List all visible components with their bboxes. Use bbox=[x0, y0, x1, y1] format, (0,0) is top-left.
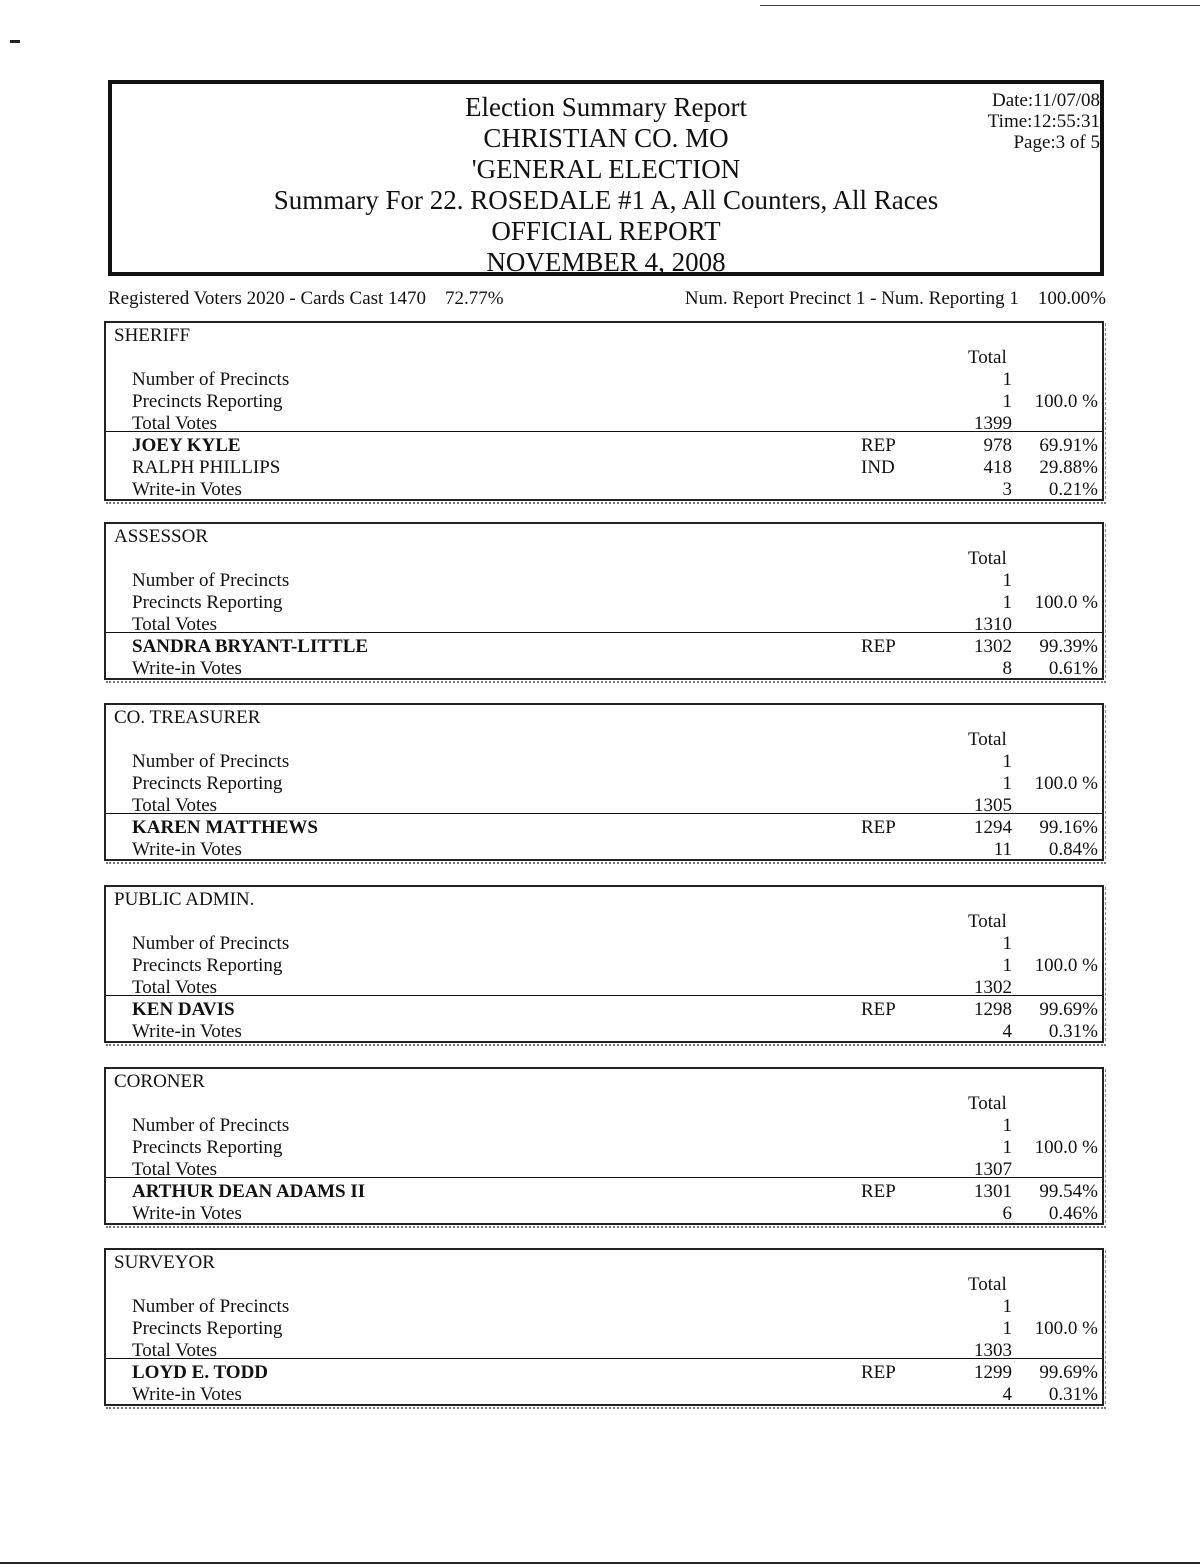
row-label: Number of Precincts bbox=[132, 933, 290, 954]
election-date: NOVEMBER 4, 2008 bbox=[486, 247, 726, 277]
row-label: Precincts Reporting bbox=[132, 1137, 283, 1158]
candidate-row bbox=[106, 1021, 1102, 1043]
vote-count: 1 bbox=[1002, 1296, 1012, 1317]
scan-edge-noise bbox=[1105, 1250, 1112, 1404]
scan-edge-noise bbox=[1105, 887, 1112, 1041]
race-block bbox=[104, 885, 1104, 1043]
scan-bottom-edge bbox=[0, 1562, 1200, 1564]
vote-count: 1299 bbox=[974, 1362, 1012, 1383]
race-block bbox=[104, 1248, 1104, 1406]
vote-percent: 100.0 % bbox=[1034, 592, 1098, 613]
row-label: JOEY KYLE bbox=[132, 435, 241, 456]
number-of-precincts-row bbox=[106, 369, 1102, 391]
total-column-header: Total bbox=[968, 548, 1007, 569]
row-label: Write-in Votes bbox=[132, 1203, 242, 1224]
total-column-header: Total bbox=[968, 1274, 1007, 1295]
row-label: Number of Precincts bbox=[132, 570, 290, 591]
party-code: REP bbox=[861, 435, 896, 456]
row-label: KEN DAVIS bbox=[132, 999, 235, 1020]
row-label: Precincts Reporting bbox=[132, 955, 283, 976]
vote-count: 1310 bbox=[974, 614, 1012, 635]
candidate-separator bbox=[106, 632, 1102, 633]
report-type: OFFICIAL REPORT bbox=[491, 216, 721, 246]
row-label: SANDRA BRYANT-LITTLE bbox=[132, 636, 369, 657]
vote-percent: 100.0 % bbox=[1034, 955, 1098, 976]
row-label: Precincts Reporting bbox=[132, 773, 283, 794]
vote-count: 11 bbox=[993, 839, 1012, 860]
vote-percent: 100.0 % bbox=[1034, 773, 1098, 794]
vote-count: 4 bbox=[1002, 1384, 1012, 1405]
precinct-reporting-summary: Num. Report Precinct 1 - Num. Reporting 1 100.00% bbox=[684, 288, 1106, 309]
candidate-row bbox=[106, 457, 1102, 479]
party-code: REP bbox=[861, 636, 896, 657]
vote-count: 8 bbox=[1002, 658, 1012, 679]
vote-count: 3 bbox=[1002, 479, 1012, 500]
candidate-separator bbox=[106, 431, 1102, 432]
row-label: RALPH PHILLIPS bbox=[132, 457, 281, 478]
race-title: SURVEYOR bbox=[114, 1252, 215, 1273]
candidate-row bbox=[106, 1362, 1102, 1384]
party-code: REP bbox=[861, 1362, 896, 1383]
row-label: Write-in Votes bbox=[132, 658, 242, 679]
scan-edge-noise bbox=[1105, 323, 1112, 499]
candidate-row bbox=[106, 435, 1102, 457]
vote-count: 1 bbox=[1002, 1137, 1012, 1158]
vote-percent: 69.91% bbox=[1039, 435, 1098, 456]
row-label: Total Votes bbox=[132, 1159, 218, 1180]
candidate-separator bbox=[106, 1358, 1102, 1359]
scan-edge-noise bbox=[1105, 1069, 1112, 1223]
candidate-separator bbox=[106, 995, 1102, 996]
report-header bbox=[108, 80, 1104, 276]
candidate-separator bbox=[106, 1177, 1102, 1178]
vote-count: 418 bbox=[983, 457, 1012, 478]
number-of-precincts-row bbox=[106, 751, 1102, 773]
vote-percent: 99.39% bbox=[1039, 636, 1098, 657]
vote-count: 1 bbox=[1002, 592, 1012, 613]
page-number: Page:3 of 5 bbox=[1013, 132, 1100, 153]
row-label: Total Votes bbox=[132, 795, 218, 816]
candidate-row bbox=[106, 839, 1102, 861]
party-code: REP bbox=[861, 999, 896, 1020]
vote-count: 1307 bbox=[974, 1159, 1012, 1180]
candidate-row bbox=[106, 999, 1102, 1021]
row-label: ARTHUR DEAN ADAMS II bbox=[132, 1181, 366, 1202]
race-title: SHERIFF bbox=[114, 325, 191, 346]
vote-percent: 99.69% bbox=[1039, 999, 1098, 1020]
vote-count: 1 bbox=[1002, 933, 1012, 954]
race-block bbox=[104, 703, 1104, 861]
total-column-header: Total bbox=[968, 1093, 1007, 1114]
row-label: Write-in Votes bbox=[132, 479, 242, 500]
election-name: 'GENERAL ELECTION bbox=[471, 154, 741, 184]
vote-count: 1 bbox=[1002, 570, 1012, 591]
row-label: Precincts Reporting bbox=[132, 391, 283, 412]
race-title: CO. TREASURER bbox=[114, 707, 261, 728]
vote-count: 1302 bbox=[974, 636, 1012, 657]
row-label: Write-in Votes bbox=[132, 1021, 242, 1042]
row-label: LOYD E. TODD bbox=[132, 1362, 269, 1383]
candidate-separator bbox=[106, 813, 1102, 814]
row-label: Precincts Reporting bbox=[132, 592, 283, 613]
vote-count: 6 bbox=[1002, 1203, 1012, 1224]
row-label: Write-in Votes bbox=[132, 1384, 242, 1405]
race-block bbox=[104, 1067, 1104, 1225]
race-block bbox=[104, 321, 1104, 501]
vote-percent: 29.88% bbox=[1039, 457, 1098, 478]
report-time: Time:12:55:31 bbox=[987, 111, 1100, 132]
report-title: Election Summary Report bbox=[465, 92, 747, 122]
scan-edge-line bbox=[760, 5, 1200, 6]
candidate-row bbox=[106, 817, 1102, 839]
total-column-header: Total bbox=[968, 729, 1007, 750]
row-label: Total Votes bbox=[132, 413, 218, 434]
scan-mark bbox=[10, 40, 20, 43]
row-label: Total Votes bbox=[132, 977, 218, 998]
registered-voters-summary: Registered Voters 2020 - Cards Cast 1470 72.77% bbox=[108, 288, 504, 309]
vote-count: 1 bbox=[1002, 1318, 1012, 1339]
row-label: Total Votes bbox=[132, 614, 218, 635]
precincts-reporting-row bbox=[106, 773, 1102, 795]
party-code: REP bbox=[861, 817, 896, 838]
vote-percent: 0.61% bbox=[1048, 658, 1098, 679]
vote-percent: 99.16% bbox=[1039, 817, 1098, 838]
candidate-row bbox=[106, 1203, 1102, 1225]
precincts-reporting-row bbox=[106, 1137, 1102, 1159]
vote-count: 1 bbox=[1002, 369, 1012, 390]
precincts-reporting-row bbox=[106, 391, 1102, 413]
candidate-row bbox=[106, 479, 1102, 501]
party-code: IND bbox=[861, 457, 895, 478]
row-label: Number of Precincts bbox=[132, 1115, 290, 1136]
vote-count: 1399 bbox=[974, 413, 1012, 434]
scan-edge-noise bbox=[1105, 705, 1112, 859]
vote-count: 1 bbox=[1002, 955, 1012, 976]
row-label: Write-in Votes bbox=[132, 839, 242, 860]
vote-count: 1303 bbox=[974, 1340, 1012, 1361]
scan-edge-noise bbox=[1105, 524, 1112, 678]
number-of-precincts-row bbox=[106, 1115, 1102, 1137]
report-title-block bbox=[112, 92, 1100, 278]
row-label: Total Votes bbox=[132, 1340, 218, 1361]
vote-percent: 0.84% bbox=[1048, 839, 1098, 860]
number-of-precincts-row bbox=[106, 570, 1102, 592]
precincts-reporting-row bbox=[106, 955, 1102, 977]
precincts-reporting-row bbox=[106, 592, 1102, 614]
vote-percent: 100.0 % bbox=[1034, 1137, 1098, 1158]
row-label: Number of Precincts bbox=[132, 751, 290, 772]
vote-percent: 99.69% bbox=[1039, 1362, 1098, 1383]
vote-count: 4 bbox=[1002, 1021, 1012, 1042]
candidate-row bbox=[106, 1384, 1102, 1406]
vote-count: 1294 bbox=[974, 817, 1012, 838]
candidate-row bbox=[106, 658, 1102, 680]
report-meta bbox=[988, 90, 1100, 153]
report-date: Date:11/07/08 bbox=[992, 90, 1100, 111]
vote-count: 1 bbox=[1002, 773, 1012, 794]
row-label: Precincts Reporting bbox=[132, 1318, 283, 1339]
vote-count: 1 bbox=[1002, 1115, 1012, 1136]
vote-percent: 99.54% bbox=[1039, 1181, 1098, 1202]
vote-count: 1302 bbox=[974, 977, 1012, 998]
candidate-row bbox=[106, 636, 1102, 658]
number-of-precincts-row bbox=[106, 933, 1102, 955]
precincts-reporting-row bbox=[106, 1318, 1102, 1340]
race-title: PUBLIC ADMIN. bbox=[114, 889, 255, 910]
vote-percent: 100.0 % bbox=[1034, 391, 1098, 412]
vote-percent: 100.0 % bbox=[1034, 1318, 1098, 1339]
vote-count: 1298 bbox=[974, 999, 1012, 1020]
summary-scope: Summary For 22. ROSEDALE #1 A, All Counters, All Races bbox=[273, 185, 939, 215]
vote-percent: 0.31% bbox=[1048, 1384, 1098, 1405]
race-title: ASSESSOR bbox=[114, 526, 208, 547]
total-column-header: Total bbox=[968, 911, 1007, 932]
vote-count: 978 bbox=[983, 435, 1012, 456]
vote-count: 1 bbox=[1002, 751, 1012, 772]
number-of-precincts-row bbox=[106, 1296, 1102, 1318]
row-label: KAREN MATTHEWS bbox=[132, 817, 318, 838]
candidate-row bbox=[106, 1181, 1102, 1203]
row-label: Number of Precincts bbox=[132, 1296, 290, 1317]
county-name: CHRISTIAN CO. MO bbox=[483, 123, 729, 153]
party-code: REP bbox=[861, 1181, 896, 1202]
vote-percent: 0.46% bbox=[1048, 1203, 1098, 1224]
vote-percent: 0.21% bbox=[1048, 479, 1098, 500]
total-column-header: Total bbox=[968, 347, 1007, 368]
race-title: CORONER bbox=[114, 1071, 205, 1092]
row-label: Number of Precincts bbox=[132, 369, 290, 390]
race-block bbox=[104, 522, 1104, 680]
vote-percent: 0.31% bbox=[1048, 1021, 1098, 1042]
vote-count: 1305 bbox=[974, 795, 1012, 816]
vote-count: 1 bbox=[1002, 391, 1012, 412]
vote-count: 1301 bbox=[974, 1181, 1012, 1202]
